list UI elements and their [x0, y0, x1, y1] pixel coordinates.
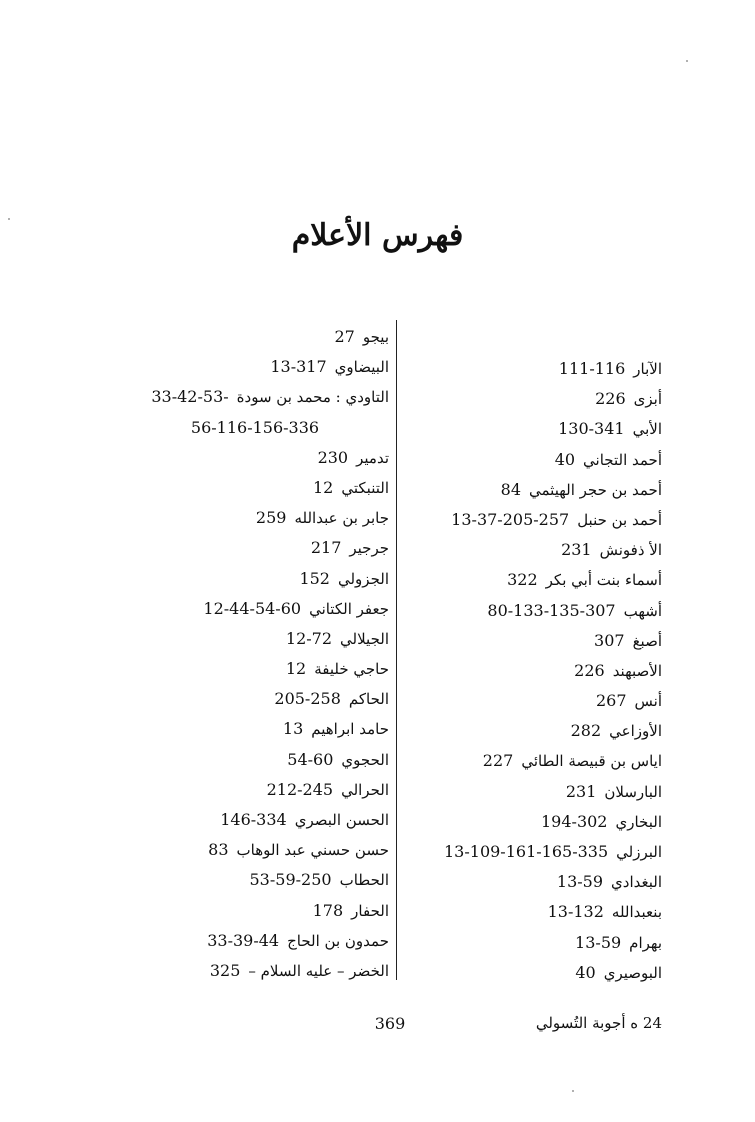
entry-name: الأ ذفونش [599, 541, 662, 560]
entry-name: البرزلي [616, 843, 662, 861]
scan-speck [8, 218, 10, 220]
entry-name: أبزى [633, 390, 662, 409]
index-entry [362, 686, 662, 716]
entry-pages: 56-116-156-336 [190, 417, 320, 437]
index-entry [129, 564, 389, 594]
index-entry [129, 624, 389, 654]
entry-pages: 130-341 [558, 419, 625, 439]
entry-name: جعفر الكتاني [309, 599, 389, 618]
entry-pages: 13-59 [575, 932, 622, 952]
entry-pages: 13-132 [547, 902, 604, 922]
entry-name: البغدادي [611, 873, 662, 892]
index-entry [129, 926, 389, 956]
entry-name: أحمد التجاني [583, 450, 662, 469]
entry-name: أشهب [623, 601, 662, 620]
entry-name: الأوزاعي [609, 722, 662, 741]
entry-pages: 33-39-44 [207, 930, 280, 950]
entry-pages: 54-60 [287, 749, 334, 769]
column-divider [396, 320, 397, 980]
index-entry [129, 503, 389, 533]
entry-pages: 12-72 [285, 628, 333, 648]
entry-name: الخضر – عليه السلام – [248, 961, 389, 980]
index-entry [129, 443, 389, 473]
scan-speck [686, 60, 688, 62]
entry-name: الحفار [351, 901, 389, 920]
entry-name: الجيلالي [340, 629, 389, 648]
index-entry [129, 805, 389, 835]
entry-name: الجزولي [337, 569, 389, 588]
index-entry [129, 352, 389, 382]
entry-pages: 230 [317, 447, 349, 467]
entry-name: بيجو [362, 328, 389, 346]
entry-pages: 226 [595, 389, 626, 409]
entry-name: البوصيري [603, 963, 662, 982]
scan-speck [572, 1090, 574, 1092]
index-entry [362, 837, 662, 867]
index-entry [362, 505, 662, 535]
entry-name: الحاكم [348, 690, 389, 709]
index-entry [362, 656, 662, 686]
index-entry [362, 928, 662, 958]
index-entry [129, 835, 389, 865]
footer-signature: 24 ه أجوبة التُسولي [535, 1014, 662, 1032]
entry-name: حامد ابراهيم [311, 720, 389, 739]
index-entry [129, 714, 389, 744]
entry-name: حسن حسني عبد الوهاب [236, 841, 389, 860]
entry-pages: 12-44-54-60 [203, 598, 302, 618]
entry-pages: 217 [310, 538, 342, 558]
entry-pages: 212-245 [266, 779, 334, 799]
entry-pages: 40 [575, 962, 596, 982]
entry-name: اياس بن قبيصة الطائي [521, 752, 662, 771]
entry-pages: 33-42-53- [151, 387, 229, 407]
index-column-left [129, 322, 389, 986]
index-entry [362, 565, 662, 595]
entry-name: البارسلان [604, 782, 662, 801]
index-entry [362, 777, 662, 807]
entry-name: الحرالي [341, 780, 389, 799]
entry-pages: 322 [507, 570, 538, 590]
entry-pages: 194-302 [541, 811, 608, 831]
entry-name: الحطاب [339, 871, 389, 890]
entry-pages: 146-334 [220, 810, 287, 829]
index-entry [129, 533, 389, 563]
entry-pages: 80-133-135-307 [487, 600, 616, 620]
page-number: 369 [374, 1014, 406, 1033]
index-entry [362, 535, 662, 565]
entry-name: حاجي خليفة [314, 660, 389, 679]
index-entry [362, 897, 662, 927]
entry-name: البخاري [615, 812, 662, 831]
entry-name: تدمير [356, 448, 389, 467]
entry-pages: 282 [570, 721, 602, 741]
index-entry [362, 445, 662, 475]
entry-name: بنعبدالله [611, 903, 662, 922]
entry-pages: 13-59 [556, 872, 604, 892]
index-column-right [362, 354, 662, 988]
entry-pages: 83 [208, 840, 229, 860]
entry-pages: 13-109-161-165-335 [444, 842, 609, 861]
entry-name: الآبار [633, 360, 662, 378]
index-entry [129, 322, 389, 352]
index-entry [129, 473, 389, 503]
index-entry [129, 896, 389, 926]
entry-pages: 325 [209, 960, 241, 980]
index-entry [362, 626, 662, 656]
entry-pages: 13-37-205-257 [451, 509, 570, 529]
entry-pages: 231 [561, 540, 592, 560]
entry-name: أصبغ [632, 631, 662, 650]
index-entry [362, 867, 662, 897]
index-entry [129, 775, 389, 805]
entry-pages: 84 [500, 479, 521, 499]
entry-name: التاودي : محمد بن سودة [236, 388, 389, 407]
index-entry [362, 354, 662, 384]
index-entry [362, 414, 662, 444]
entry-pages: 27 [334, 327, 355, 346]
page-title: فهرس الأعلام [291, 218, 464, 253]
entry-name: بهرام [629, 933, 662, 952]
entry-name: الحجوي [341, 750, 389, 769]
index-entry [362, 958, 662, 988]
index-entry [362, 716, 662, 746]
entry-name: الأصبهند [612, 661, 662, 680]
entry-name: جرجير [349, 539, 389, 558]
entry-pages: 152 [299, 568, 330, 588]
entry-pages: 231 [565, 781, 597, 801]
entry-pages: 13 [282, 719, 304, 739]
entry-pages: 227 [482, 751, 514, 771]
index-entry [129, 956, 389, 986]
entry-pages: 13-317 [270, 357, 327, 377]
entry-name: أحمد بن حنبل [577, 510, 662, 529]
entry-name: حمدون بن الحاج [287, 931, 389, 950]
entry-pages: 111-116 [558, 359, 626, 378]
index-entry [362, 475, 662, 505]
entry-pages: 53-59-250 [249, 870, 332, 890]
index-entry [362, 807, 662, 837]
index-entry [129, 684, 389, 714]
index-entry [129, 654, 389, 684]
entry-name: أحمد بن حجر الهيثمي [529, 480, 662, 499]
entry-name: الحسن البصري [294, 811, 389, 829]
entry-pages: 307 [594, 630, 625, 650]
entry-name: أنس [634, 692, 662, 711]
index-entry [362, 384, 662, 414]
index-entry [129, 865, 389, 895]
entry-name: التنبكتي [341, 478, 389, 497]
entry-pages: 178 [312, 900, 344, 920]
entry-pages: 40 [554, 449, 576, 469]
entry-name: أسماء بنت أبي بكر [545, 571, 662, 590]
entry-pages: 267 [595, 691, 627, 711]
entry-pages: 259 [255, 508, 287, 528]
entry-pages: 12 [313, 477, 334, 497]
entry-name: البيضاوي [334, 358, 389, 377]
index-entry [362, 746, 662, 776]
entry-pages: 205-258 [274, 689, 341, 709]
index-entry [129, 413, 389, 443]
entry-pages: 12 [285, 659, 307, 679]
entry-name: جابر بن عبدالله [294, 509, 389, 528]
index-entry [362, 596, 662, 626]
index-entry [129, 745, 389, 775]
entry-pages: 226 [574, 660, 605, 680]
index-entry [129, 382, 389, 412]
index-entry [129, 594, 389, 624]
entry-name: الأبي [632, 420, 662, 439]
